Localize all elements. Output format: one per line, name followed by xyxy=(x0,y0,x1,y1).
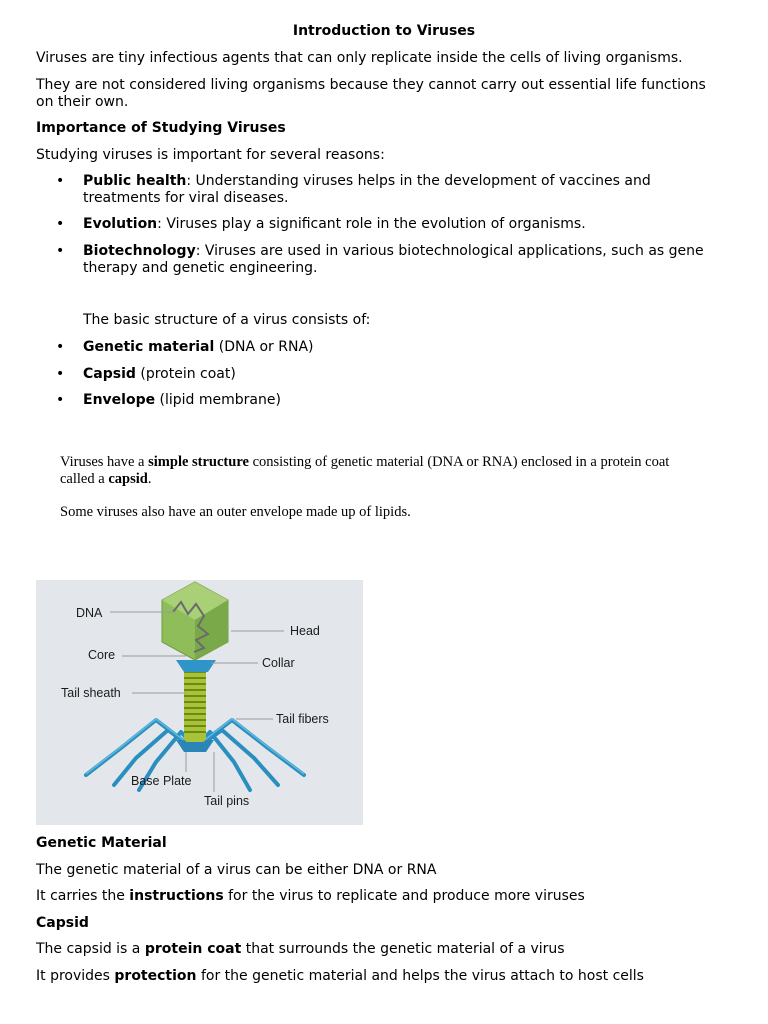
list-item-term: Biotechnology xyxy=(83,243,196,259)
genetic-heading: Genetic Material xyxy=(36,835,167,851)
page-title: Introduction to Viruses xyxy=(292,23,476,39)
text-run-bold: protection xyxy=(114,968,197,984)
text-run: for the virus to replicate and produce more viruses xyxy=(223,888,585,904)
intro-paragraph-1: Viruses are tiny infectious agents that can only replicate inside the cells of living organisms. xyxy=(36,50,683,66)
structure-lead: The basic structure of a virus consists of: xyxy=(83,312,371,328)
bullet-marker: • xyxy=(56,392,65,408)
list-item-text: (lipid membrane) xyxy=(155,392,281,408)
genetic-line-2 xyxy=(36,888,736,905)
label-core: Core xyxy=(88,648,116,662)
list-item-capsid xyxy=(83,366,733,383)
list-item-text-continued: therapy and genetic engineering. xyxy=(83,259,318,276)
genetic-line-1: The genetic material of a virus can be either DNA or RNA xyxy=(36,862,437,878)
list-item-genetic-material xyxy=(83,339,733,356)
list-item-envelope xyxy=(83,392,733,409)
label-tail-fibers: Tail fibers xyxy=(276,712,329,726)
list-item-text: (protein coat) xyxy=(135,366,236,382)
text-run-bold: simple structure xyxy=(148,454,249,470)
list-item-text: : Understanding viruses helps in the development of vaccines and xyxy=(186,173,651,189)
list-item-text-continued: treatments for viral diseases. xyxy=(83,189,289,206)
capsid-line-2 xyxy=(36,968,736,985)
label-tail-sheath: Tail sheath xyxy=(61,686,121,700)
bullet-marker: • xyxy=(56,339,65,355)
label-base-plate: Base Plate xyxy=(131,774,192,788)
bacteriophage-diagram xyxy=(36,580,363,825)
bullet-marker: • xyxy=(56,173,65,189)
text-run: for the genetic material and helps the virus attach to host cells xyxy=(196,968,644,984)
capsid-heading: Capsid xyxy=(36,915,89,931)
list-item-term: Evolution xyxy=(83,216,158,232)
label-tail-pins: Tail pins xyxy=(204,794,250,808)
capsid-line-1 xyxy=(36,941,736,958)
collar-graphic xyxy=(176,660,216,672)
bullet-marker: • xyxy=(56,366,65,382)
text-run-bold: instructions xyxy=(129,888,224,904)
label-dna: DNA xyxy=(76,606,103,620)
list-item-biotechnology xyxy=(83,243,733,276)
list-item-text: : Viruses play a significant role in the evolution of organisms. xyxy=(157,216,586,232)
text-run: It provides xyxy=(36,968,115,984)
list-item-term: Capsid xyxy=(83,366,136,382)
text-run: It carries the xyxy=(36,888,130,904)
text-run: consisting of genetic material (DNA or RNA) enclosed in a protein coat xyxy=(248,454,670,470)
bullet-marker: • xyxy=(56,216,65,232)
text-run: Viruses have a xyxy=(60,454,149,470)
text-run: that surrounds the genetic material of a virus xyxy=(241,941,565,957)
intro-paragraph-2-line-2: on their own. xyxy=(36,93,129,110)
list-item-text: (DNA or RNA) xyxy=(214,339,314,355)
intro-paragraph-2 xyxy=(36,77,736,110)
envelope-paragraph: Some viruses also have an outer envelope made up of lipids. xyxy=(60,504,411,520)
importance-lead: Studying viruses is important for several reasons: xyxy=(36,147,385,163)
label-head: Head xyxy=(290,624,320,638)
label-collar: Collar xyxy=(262,656,295,670)
intro-paragraph-2-line-1: They are not considered living organisms because they cannot carry out essential life functions xyxy=(36,77,706,93)
list-item-evolution xyxy=(83,216,733,233)
text-run: called a xyxy=(60,470,109,487)
importance-heading: Importance of Studying Viruses xyxy=(36,120,286,136)
text-run-bold: protein coat xyxy=(144,941,242,957)
text-run: The capsid is a xyxy=(36,941,145,957)
structure-paragraph xyxy=(60,454,730,487)
bacteriophage-illustration xyxy=(36,580,363,825)
list-item-public-health xyxy=(83,173,733,206)
bullet-marker: • xyxy=(56,243,65,259)
text-run: . xyxy=(147,470,152,487)
list-item-text: : Viruses are used in various biotechnological applications, such as gene xyxy=(195,243,704,259)
list-item-term: Public health xyxy=(83,173,187,189)
text-run-bold: capsid xyxy=(108,470,148,487)
list-item-term: Genetic material xyxy=(83,339,215,355)
list-item-term: Envelope xyxy=(83,392,156,408)
